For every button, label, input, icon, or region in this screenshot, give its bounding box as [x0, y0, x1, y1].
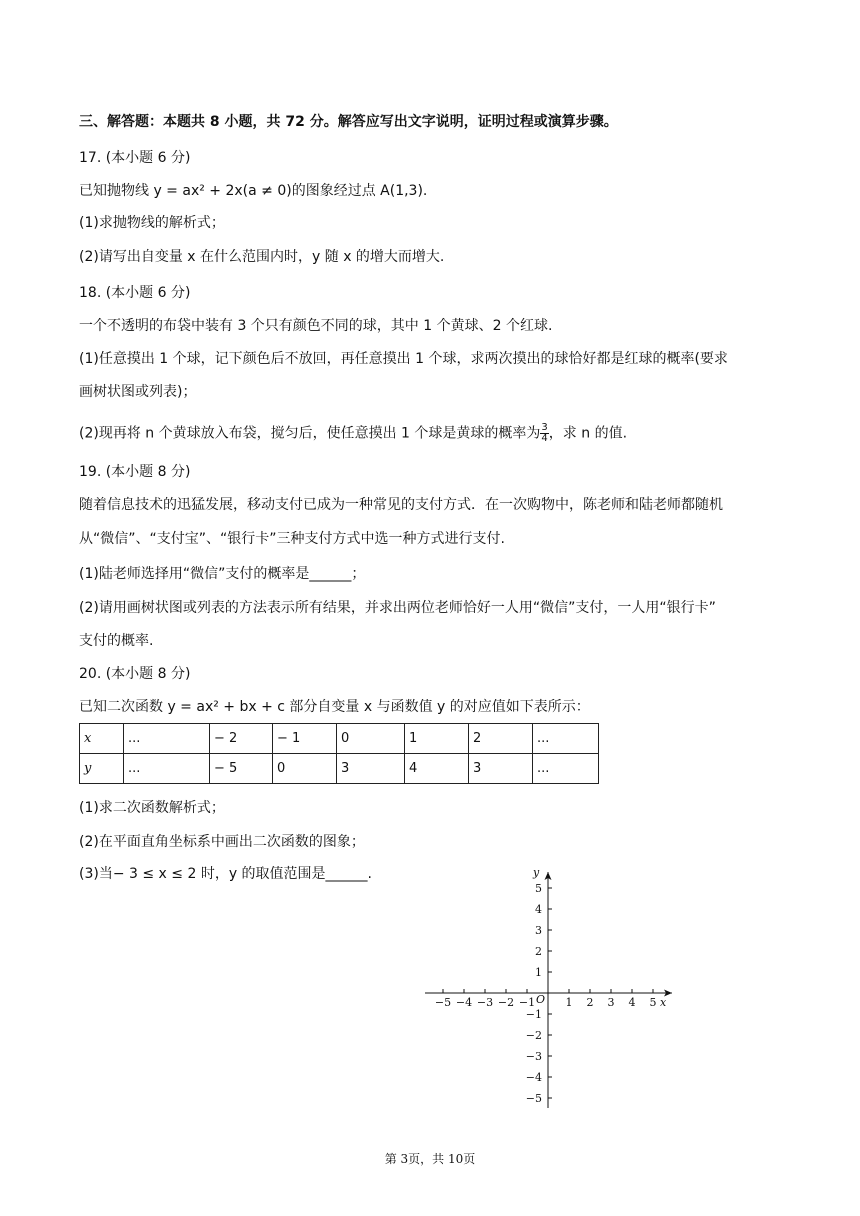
q18-part2-pre: (2)现再将 n 个黄球放入布袋，搅匀后，使任意摸出 1 个球是黄球的概率为	[79, 425, 541, 442]
y-tick-label: 2	[535, 945, 542, 958]
q20-heading: 20. (本小题 8 分)	[79, 666, 191, 682]
q19-part1: (1)陆老师选择用“微信”支付的概率是______；	[79, 566, 366, 582]
q19-stem-line2: 从“微信”、“支付宝”、“银行卡”三种支付方式中选一种方式进行支付.	[79, 531, 505, 547]
fraction-denominator: 4	[541, 433, 548, 444]
origin-label: O	[536, 993, 546, 1006]
q19-part2-line1: (2)请用画树状图或列表的方法表示所有结果，并求出两位老师恰好一人用“微信”支付，一人用“银行卡”	[79, 600, 716, 616]
table-cell: 3	[469, 754, 533, 784]
table-cell: 3	[337, 754, 405, 784]
table-cell: 2	[469, 724, 533, 754]
q18-part1-line1: (1)任意摸出 1 个球，记下颜色后不放回，再任意摸出 1 个球，求两次摸出的球恰好都是红球的概率(要求	[79, 351, 728, 367]
q18-part1-line2: 画树状图或列表)；	[79, 384, 197, 400]
table-cell: − 5	[210, 754, 273, 784]
table-cell: ...	[124, 724, 210, 754]
x-tick-label: 1	[565, 996, 573, 1009]
q17-part2: (2)请写出自变量 x 在什么范围内时，y 随 x 的增大而增大.	[79, 249, 445, 265]
q18-part2-post: ，求 n 的值.	[548, 425, 628, 442]
q19-heading: 19. (本小题 8 分)	[79, 464, 191, 480]
y-tick-label: 4	[535, 903, 542, 916]
q18-stem: 一个不透明的布袋中装有 3 个只有颜色不同的球，其中 1 个黄球、2 个红球.	[79, 318, 553, 334]
x-tick-label: 3	[607, 996, 615, 1009]
y-tick-label: −2	[525, 1029, 542, 1042]
q20-part1: (1)求二次函数解析式；	[79, 800, 225, 816]
table-cell: 1	[405, 724, 469, 754]
y-tick-label: 3	[535, 924, 542, 937]
table-row-y	[80, 754, 599, 784]
x-tick-label: 4	[628, 996, 636, 1009]
y-tick-label: −5	[525, 1092, 542, 1105]
q17-stem: 已知抛物线 y = ax² + 2x(a ≠ 0)的图象经过点 A(1,3).	[79, 183, 428, 199]
y-tick-label: −4	[525, 1071, 542, 1084]
y-axis-label: y	[533, 866, 540, 879]
q19-stem-line1: 随着信息技术的迅猛发展，移动支付已成为一种常见的支付方式．在一次购物中，陈老师和陆老师都随机	[79, 497, 723, 513]
fraction-numerator: 3	[541, 422, 548, 433]
x-tick-label: 2	[586, 996, 594, 1009]
page-footer: 第 3页，共 10页	[384, 1152, 476, 1166]
x-tick-label: −4	[455, 996, 473, 1009]
table-cell: 0	[337, 724, 405, 754]
table-cell: 0	[273, 754, 337, 784]
q20-stem: 已知二次函数 y = ax² + bx + c 部分自变量 x 与函数值 y 的对应值如下表所示：	[79, 699, 590, 715]
table-cell: ...	[124, 754, 210, 784]
x-tick-label: −3	[476, 996, 494, 1009]
y-tick-label: 1	[535, 966, 542, 979]
q18-part2	[79, 423, 627, 444]
x-tick-label: −2	[497, 996, 515, 1009]
table-cell: ...	[533, 724, 599, 754]
x-tick-label: 5	[649, 996, 657, 1009]
coordinate-plane	[420, 862, 690, 1117]
q17-heading: 17. (本小题 6 分)	[79, 150, 191, 166]
q19-part2-line2: 支付的概率.	[79, 633, 154, 649]
table-cell: − 1	[273, 724, 337, 754]
y-tick-label: −1	[525, 1008, 542, 1021]
q20-part3: (3)当− 3 ≤ x ≤ 2 时，y 的取值范围是______.	[79, 866, 373, 882]
section-heading: 三、解答题：本题共 8 小题，共 72 分。解答应写出文字说明，证明过程或演算步骤。	[79, 114, 618, 130]
fraction	[540, 423, 548, 444]
q18-heading: 18. (本小题 6 分)	[79, 285, 191, 301]
x-tick-label: −1	[518, 996, 536, 1009]
q17-part1: (1)求抛物线的解析式；	[79, 215, 225, 231]
value-table	[79, 723, 599, 784]
y-tick-label: 5	[535, 882, 542, 895]
x-tick-label: −5	[434, 996, 452, 1009]
axes	[425, 872, 672, 1108]
table-cell: 4	[405, 754, 469, 784]
table-cell: y	[80, 754, 124, 784]
table-cell: − 2	[210, 724, 273, 754]
table-row-x	[80, 724, 599, 754]
y-tick-label: −3	[525, 1050, 542, 1063]
q20-part2: (2)在平面直角坐标系中画出二次函数的图象；	[79, 834, 365, 850]
x-axis-label: x	[660, 996, 667, 1009]
table-cell: ...	[533, 754, 599, 784]
table-cell: x	[80, 724, 124, 754]
